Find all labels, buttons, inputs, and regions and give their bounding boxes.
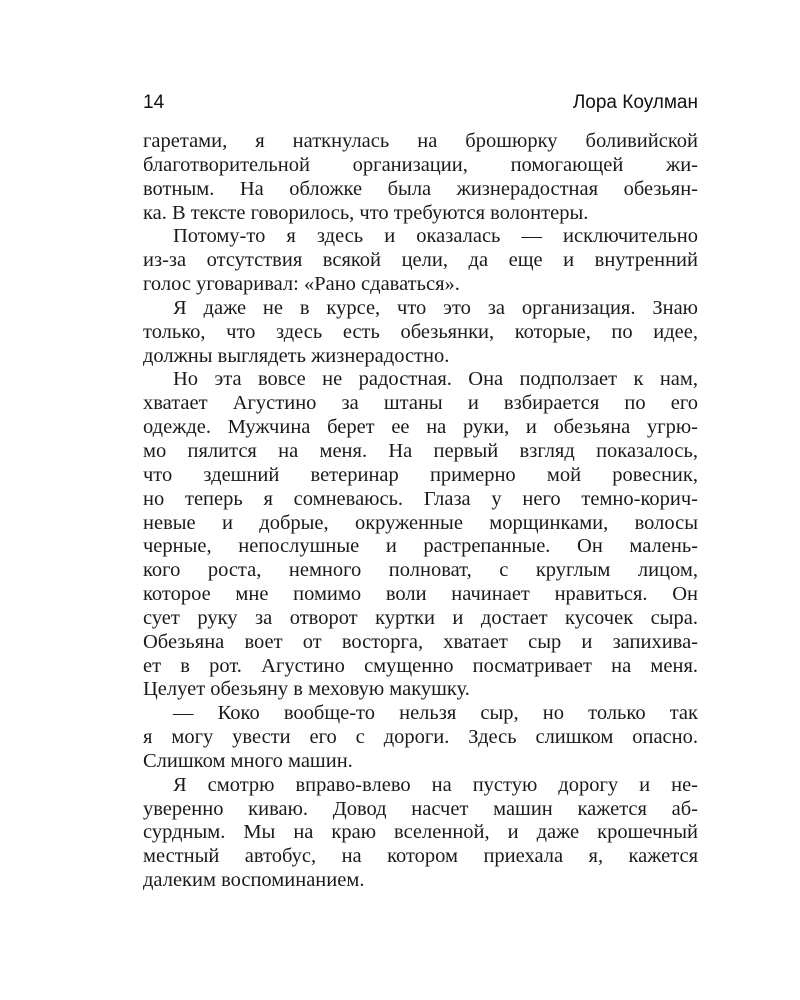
text-line: что здешний ветеринар примерно мой ровесник, [143,463,698,486]
text-line: благотворительной организации, помогающей жи- [143,153,698,176]
text-line: невые и добрые, окруженные морщинками, волосы [143,511,698,534]
text-line: должны выглядеть жизнерадостно. [143,344,450,367]
text-line: — Коко вообще-то нельзя сыр, но только так [173,702,698,725]
text-line: уверенно киваю. Довод насчет машин кажется аб- [143,797,698,820]
text-line: вотным. На обложке была жизнерадостная обезьян- [143,177,698,200]
text-line: местный автобус, на котором приехала я, кажется [143,845,698,868]
text-line: Но эта вовсе не радостная. Она подползает к нам, [173,368,698,391]
text-line: Целует обезьяну в меховую макушку. [143,678,470,701]
text-line: сурдным. Мы на краю вселенной, и даже крошечный [143,821,698,844]
text-line: гаретами, я наткнулась на брошюрку боливийской [143,130,698,152]
text-line: мо пялится на меня. На первый взгляд показалось, [143,439,698,462]
text-line: ет в рот. Агустино смущенно посматривает на меня. [143,654,698,677]
text-line: кого роста, немного полноват, с круглым лицом, [143,559,698,582]
page-number: 14 [143,92,165,113]
text-line: Обезьяна воет от восторга, хватает сыр и запихива- [143,630,698,653]
running-head-author: Лора Коулман [572,92,698,113]
text-line: Я смотрю вправо-влево на пустую дорогу и не- [173,773,698,796]
text-line: я могу увести его с дороги. Здесь слишком опасно. [143,726,698,749]
text-line: только, что здесь есть обезьянки, которые, по идее, [143,320,698,343]
text-line: Я даже не в курсе, что это за организация. Знаю [173,296,698,319]
text-line: голос уговаривал: «Рано сдаваться». [143,273,460,296]
text-line: ка. В тексте говорилось, что требуются волонтеры. [143,201,589,224]
text-line: черные, непослушные и растрепанные. Он малень- [143,535,698,558]
text-line: из-за отсутствия всякой цели, да еще и внутренний [143,249,698,272]
text-line: хватает Агустино за штаны и взбирается по его [143,392,698,415]
text-line: сует руку за отворот куртки и достает кусочек сыра. [143,606,698,629]
text-line: Потому-то я здесь и оказалась — исключительно [173,225,698,248]
text-line: но теперь я сомневаюсь. Глаза у него темно-корич- [143,487,698,510]
text-line: Слишком много машин. [143,749,353,772]
text-line: одежде. Мужчина берет ее на руки, и обезьяна угрю- [143,416,698,439]
text-line: которое мне помимо воли начинает нравиться. Он [143,583,698,606]
text-line: далеким воспоминанием. [143,869,365,892]
running-head [143,92,698,118]
body-text [143,130,698,893]
